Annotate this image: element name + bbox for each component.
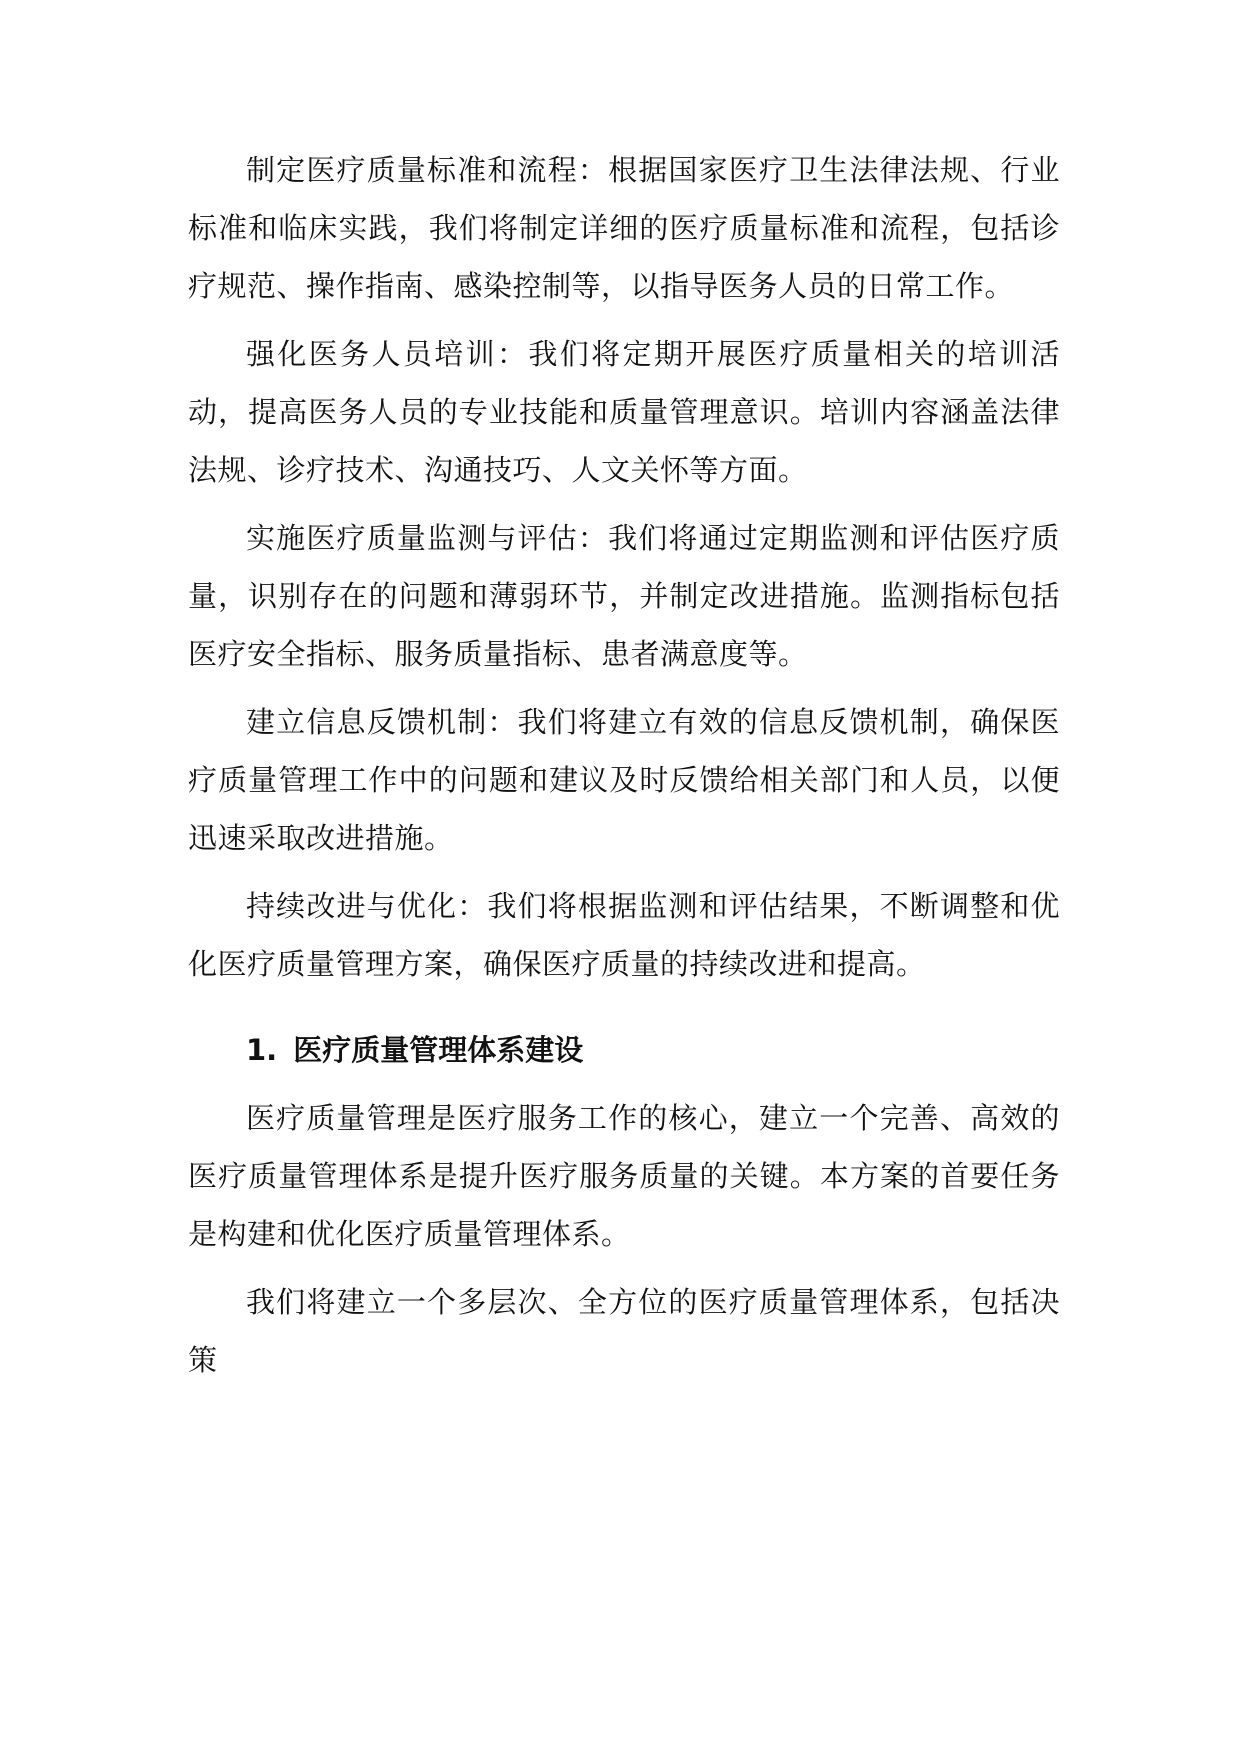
paragraph-quality-standards: 制定医疗质量标准和流程：根据国家医疗卫生法律法规、行业标准和临床实践，我们将制定详细的医疗质量标准和流程，包括诊疗规范、操作指南、感染控制等，以指导医务人员的日常工作。 <box>188 153 1060 303</box>
paragraph-system-structure: 我们将建立一个多层次、全方位的医疗质量管理体系，包括决策 <box>188 1285 1060 1377</box>
paragraph-feedback-mechanism: 建立信息反馈机制：我们将建立有效的信息反馈机制，确保医疗质量管理工作中的问题和建议及时反馈给相关部门和人员，以便迅速采取改进措施。 <box>188 705 1060 855</box>
paragraph-continuous-improvement: 持续改进与优化：我们将根据监测和评估结果，不断调整和优化医疗质量管理方案，确保医疗质量的持续改进和提高。 <box>188 889 1060 981</box>
page-content <box>188 141 1060 1399</box>
paragraph-system-intro: 医疗质量管理是医疗服务工作的核心，建立一个完善、高效的医疗质量管理体系是提升医疗服务质量的关键。本方案的首要任务是构建和优化医疗质量管理体系。 <box>188 1101 1060 1251</box>
section-title: 医疗质量管理体系建设 <box>293 1033 584 1067</box>
paragraph-quality-monitoring: 实施医疗质量监测与评估：我们将通过定期监测和评估医疗质量，识别存在的问题和薄弱环节，并制定改进措施。监测指标包括医疗安全指标、服务质量指标、患者满意度等。 <box>188 521 1060 671</box>
section-heading <box>188 1021 1060 1079</box>
section-number: 1. <box>246 1033 278 1067</box>
paragraph-staff-training: 强化医务人员培训：我们将定期开展医疗质量相关的培训活动，提高医务人员的专业技能和质量管理意识。培训内容涵盖法律法规、诊疗技术、沟通技巧、人文关怀等方面。 <box>188 337 1060 487</box>
